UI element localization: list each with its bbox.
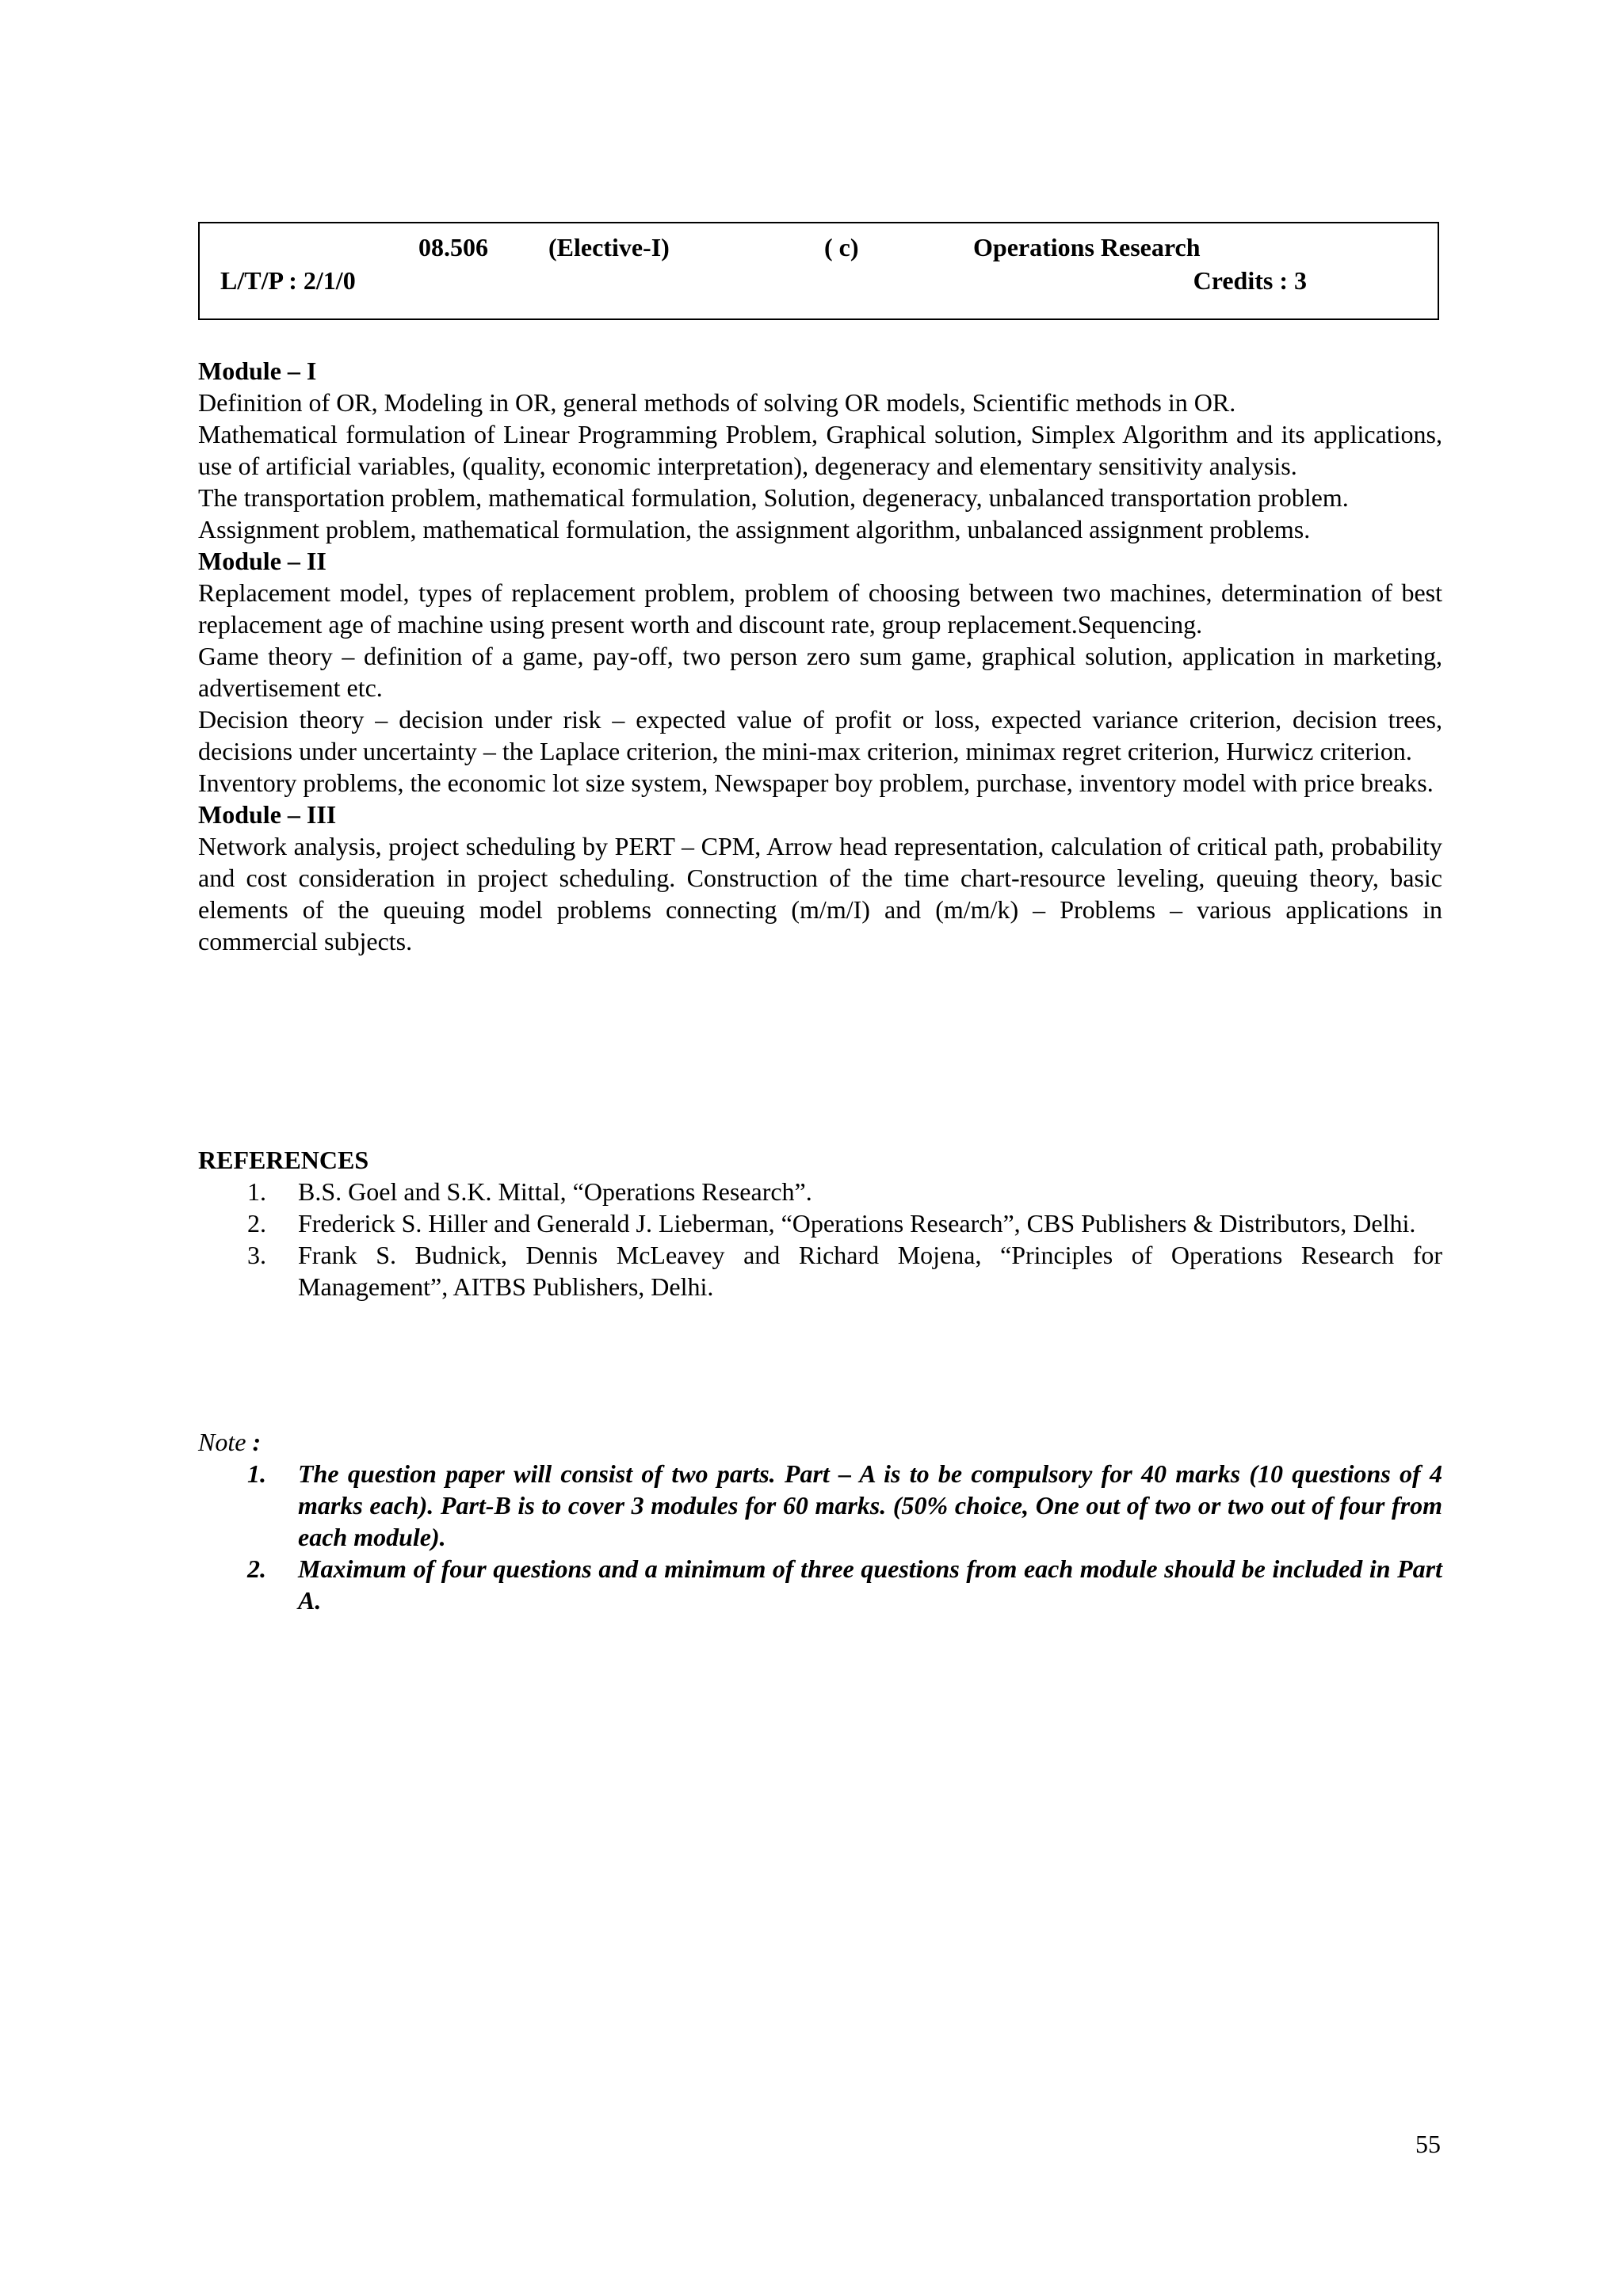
note-section	[198, 1426, 1442, 1616]
module-2-paragraph: Inventory problems, the economic lot size system, Newspaper boy problem, purchase, inventory model with price breaks.	[198, 769, 1434, 797]
references-section	[198, 1144, 1442, 1302]
syllabus-content	[198, 355, 1442, 957]
module-1-paragraph: Definition of OR, Modeling in OR, general methods of solving OR models, Scientific methods in OR.	[198, 388, 1236, 417]
references-heading: REFERENCES	[198, 1146, 369, 1174]
note-label-text: Note	[198, 1428, 246, 1456]
ltp-label: L/T/P : 2/1/0	[220, 266, 356, 295]
course-code: 08.506	[418, 233, 488, 261]
course-header-box	[198, 222, 1439, 320]
note-item	[198, 1553, 1442, 1616]
references-list	[198, 1176, 1442, 1302]
module-1-paragraph: Mathematical formulation of Linear Programming Problem, Graphical solution, Simplex Algorithm and its applications, use of artificial variables, (quality, economic interpretation), degeneracy and elementary sensitivity analysis.	[198, 420, 1442, 480]
reference-text: Frank S. Budnick, Dennis McLeavey and Richard Mojena, “Principles of Operations Research for Management”, AITBS Publishers, Delhi.	[298, 1241, 1442, 1301]
reference-number: 2.	[247, 1209, 266, 1238]
reference-text: B.S. Goel and S.K. Mittal, “Operations Research”.	[298, 1177, 812, 1206]
course-title: Operations Research	[973, 233, 1201, 261]
note-text: The question paper will consist of two parts. Part – A is to be compulsory for 40 marks (10 questions of 4 marks each). Part-B is to cover 3 modules for 60 marks. (50% choice, One out of two or two out of four from each module).	[298, 1459, 1442, 1551]
elective-label: (Elective-I)	[548, 233, 670, 261]
module-3-paragraph: Network analysis, project scheduling by PERT – CPM, Arrow head representation, calculation of critical path, probability and cost consideration in project scheduling. Construction of the time chart-resource leveling, queuing theory, basic elements of the queuing model problems connecting (m/m/I) and (m/m/k) – Problems – various applications in commercial subjects.	[198, 832, 1442, 955]
elective-option: ( c)	[824, 233, 859, 261]
note-label	[198, 1426, 1442, 1458]
module-3-heading: Module – III	[198, 800, 337, 829]
module-2-paragraph: Game theory – definition of a game, pay-off, two person zero sum game, graphical solution, application in marketing, advertisement etc.	[198, 642, 1442, 702]
module-1-heading: Module – I	[198, 357, 317, 385]
module-2-paragraph: Decision theory – decision under risk – expected value of profit or loss, expected variance criterion, decision trees, decisions under uncertainty – the Laplace criterion, the mini-max criterion, minimax regret criterion, Hurwicz criterion.	[198, 705, 1442, 765]
module-2-paragraph: Replacement model, types of replacement problem, problem of choosing between two machines, determination of best replacement age of machine using present worth and discount rate, group replacement.Sequencing.	[198, 578, 1442, 639]
note-item	[198, 1458, 1442, 1553]
reference-number: 1.	[247, 1177, 266, 1206]
module-2-heading: Module – II	[198, 547, 327, 575]
note-text: Maximum of four questions and a minimum of three questions from each module should be included in Part A.	[298, 1554, 1442, 1615]
reference-item	[198, 1239, 1442, 1302]
reference-text: Frederick S. Hiller and Generald J. Lieberman, “Operations Research”, CBS Publishers & Distributors, Delhi.	[298, 1209, 1416, 1238]
reference-item	[198, 1176, 1442, 1207]
note-list	[198, 1458, 1442, 1616]
module-1-paragraph: The transportation problem, mathematical formulation, Solution, degeneracy, unbalanced transportation problem.	[198, 483, 1349, 512]
note-number: 1.	[247, 1459, 266, 1488]
note-number: 2.	[247, 1554, 266, 1583]
reference-number: 3.	[247, 1241, 266, 1269]
note-colon: :	[246, 1428, 262, 1456]
credits-label: Credits : 3	[1193, 266, 1307, 295]
module-1-paragraph: Assignment problem, mathematical formulation, the assignment algorithm, unbalanced assignment problems.	[198, 515, 1311, 543]
page-number: 55	[1415, 2130, 1441, 2158]
reference-item	[198, 1207, 1442, 1239]
